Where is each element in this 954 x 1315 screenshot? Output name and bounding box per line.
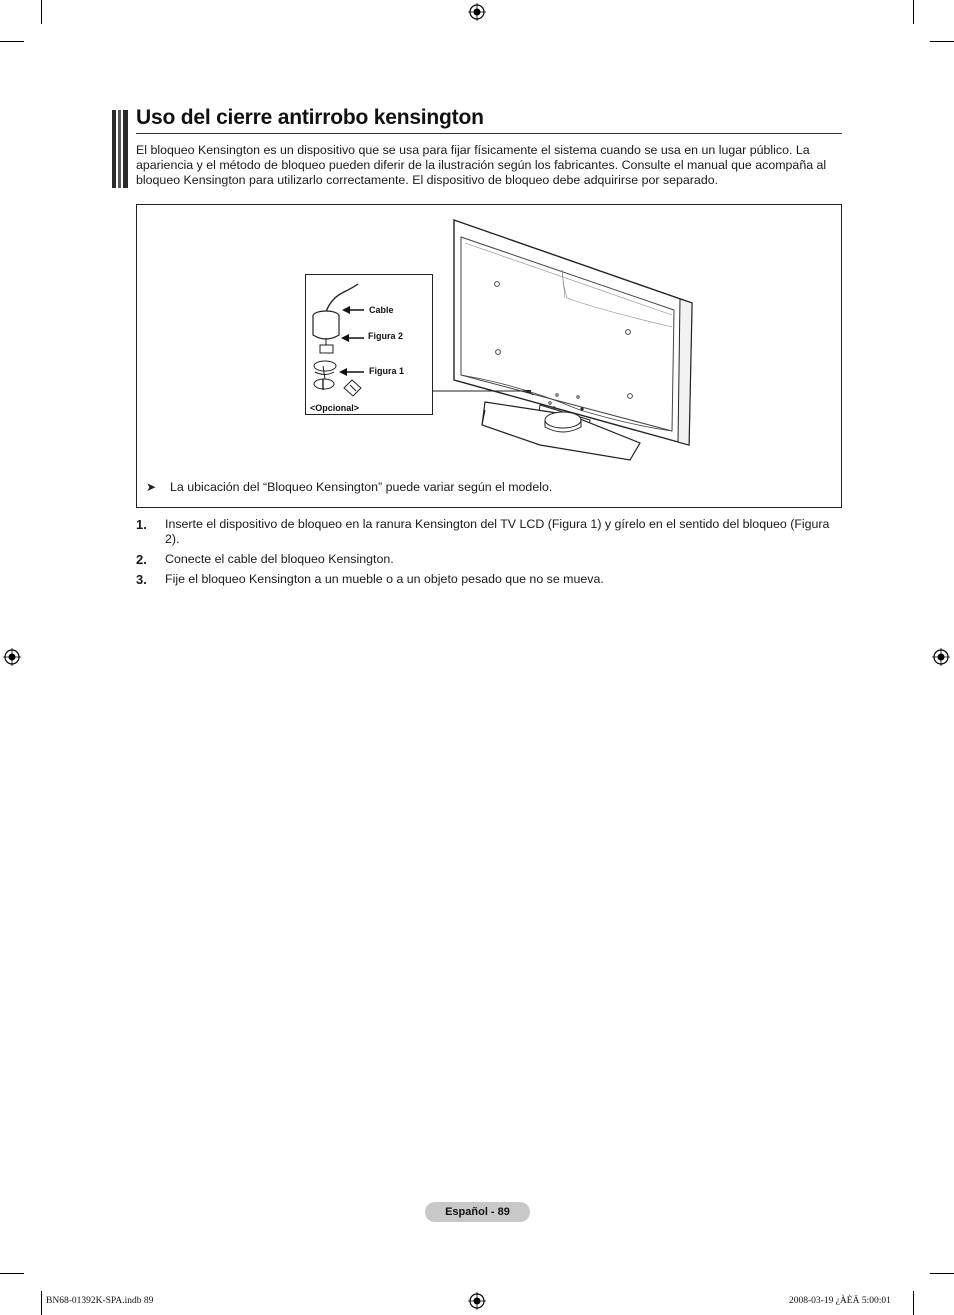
steps-list [136,517,842,592]
list-item [136,517,842,547]
crop-mark [0,41,24,42]
step-text: Conecte el cable del bloqueo Kensington. [165,552,394,566]
label-figura-2: Figura 2 [368,331,404,341]
page-title: Uso del cierre antirrobo kensington [136,106,484,129]
label-cable: Cable [369,305,394,315]
kensington-lock-icon [306,280,376,402]
leader-line [430,385,540,405]
crop-mark [913,0,914,24]
crop-mark [913,1291,914,1315]
title-rule [136,133,842,134]
registration-mark-icon [3,648,21,666]
registration-mark-icon [468,3,486,21]
note-arrow-icon: ➤ [146,480,157,494]
crop-mark [41,0,42,24]
crop-mark [930,1273,954,1274]
print-timestamp: 2008-03-19 ¿ÀÈÄ 5:00:01 [789,1296,891,1306]
list-item [136,572,842,587]
file-slug: BN68-01392K-SPA.indb 89 [46,1296,154,1306]
registration-mark-icon [468,1292,486,1310]
crop-mark [930,41,954,42]
step-number: 1. [136,517,147,532]
list-item [136,552,842,567]
step-text: Inserte el dispositivo de bloqueo en la ranura Kensington del TV LCD (Figura 1) y gírelo en el sentido del bloqueo (Figura 2). [165,517,830,546]
intro-paragraph: El bloqueo Kensington es un dispositivo que se usa para fijar físicamente el sistema cuando se usa en un lugar público. La apariencia y el método de bloqueo pueden diferir de la ilustración según los fabricantes. Consulte el manual que acompaña al bloqueo Kensington para utilizarlo correctamente. El dispositivo de bloqueo debe adquirirse por separado. [136,143,827,187]
label-opcional: <Opcional> [310,403,360,413]
label-figura-1: Figura 1 [369,366,405,376]
crop-mark [0,1273,24,1274]
step-text: Fije el bloqueo Kensington a un mueble o a un objeto pesado que no se mueva. [165,572,604,586]
registration-mark-icon [932,648,950,666]
step-number: 2. [136,552,147,567]
page-number-badge: Español - 89 [425,1202,530,1222]
heading-bars [112,110,128,188]
figure-note: La ubicación del “Bloqueo Kensington” puede variar según el modelo. [170,480,553,494]
tv-illustration [430,215,700,465]
crop-mark [41,1291,42,1315]
step-number: 3. [136,572,147,587]
